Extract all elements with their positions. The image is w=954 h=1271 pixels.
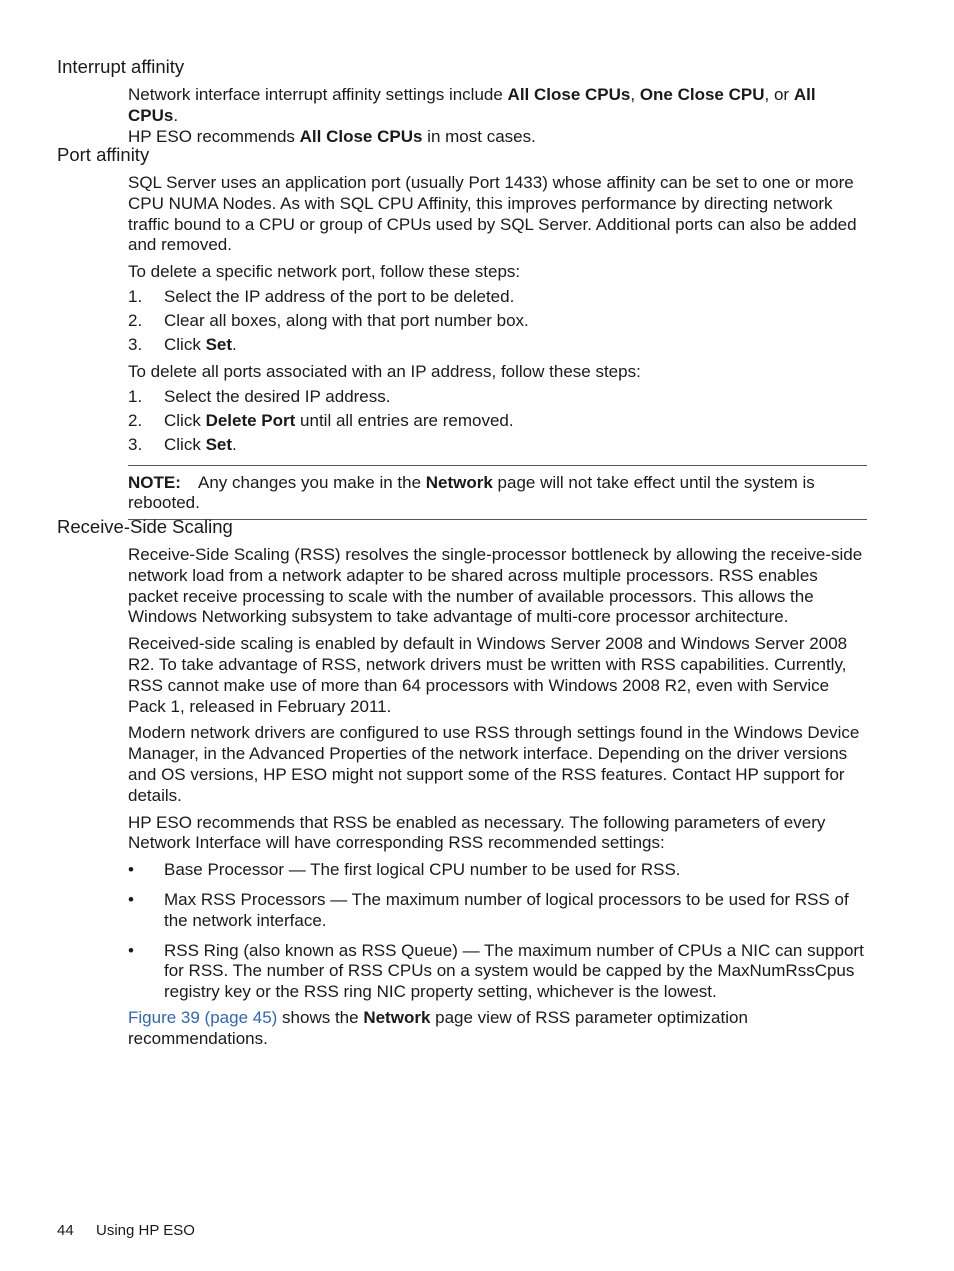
note-box bbox=[128, 465, 867, 520]
step-number: 3. bbox=[128, 334, 143, 354]
list-item bbox=[128, 287, 870, 308]
bullet-text: RSS Ring (also known as RSS Queue) — The maximum number of CPUs a NIC can support for RSS. The number of RSS CPUs on a system would be capped by the MaxNumRssCpus registry key or the RSS ring NIC property setting, whichever is the lowest. bbox=[164, 940, 864, 1002]
text-run: shows the bbox=[277, 1007, 364, 1027]
steps-list-specific-port bbox=[128, 287, 870, 356]
bold-term: All Close CPUs bbox=[507, 85, 631, 104]
step-text: . bbox=[232, 434, 237, 454]
bold-term: Delete Port bbox=[205, 410, 296, 430]
steps-list-all-ports bbox=[128, 387, 870, 456]
list-item bbox=[128, 860, 870, 881]
rss-paragraph-1: Receive-Side Scaling (RSS) resolves the single-processor bottleneck by allowing the receive-side network load from a network adapter to be shared across multiple processors. RSS enables packet receive processing to scale with the number of available processors. This allows the Windows Networking subsystem to take advantage of multi-core processor architecture. bbox=[128, 545, 863, 627]
bullet-icon: • bbox=[128, 940, 134, 960]
bold-term: All CPUs bbox=[128, 85, 816, 125]
page-number: 44 bbox=[57, 1222, 74, 1239]
rss-paragraph-4: HP ESO recommends that RSS be enabled as necessary. The following parameters of every Network Interface will have corresponding RSS recommended settings: bbox=[128, 812, 826, 853]
steps-intro-all-ports: To delete all ports associated with an IP address, follow these steps: bbox=[128, 361, 641, 381]
step-text: Click bbox=[164, 334, 206, 354]
text-run: . bbox=[173, 105, 179, 125]
bold-term: Set bbox=[205, 334, 233, 354]
list-item bbox=[128, 411, 870, 432]
bullet-icon: • bbox=[128, 889, 134, 909]
note-text: Any changes you make in the bbox=[198, 473, 426, 492]
figure-39-link[interactable]: Figure 39 (page 45) bbox=[128, 1007, 278, 1027]
port-affinity-body bbox=[128, 173, 870, 459]
text-run: page view of RSS parameter optimization recommendations. bbox=[128, 1007, 748, 1048]
rss-parameter-list bbox=[128, 860, 870, 1003]
bold-term: Network bbox=[425, 473, 493, 492]
step-number: 2. bbox=[128, 410, 143, 430]
bold-term: Set bbox=[205, 434, 233, 454]
step-text: Click bbox=[164, 434, 206, 454]
list-item bbox=[128, 435, 870, 456]
step-number: 2. bbox=[128, 310, 143, 330]
heading-receive-side-scaling: Receive-Side Scaling bbox=[57, 516, 233, 537]
interrupt-affinity-body bbox=[128, 85, 870, 147]
heading-interrupt-affinity: Interrupt affinity bbox=[57, 56, 185, 77]
rss-paragraph-3: Modern network drivers are configured to use RSS through settings found in the Windows Device Manager, in the Advanced Properties of the network interface. Depending on the driver versions and OS versions, HP ESO might not support some of the RSS features. Contact HP support for details. bbox=[128, 723, 860, 805]
bullet-text: Max RSS Processors — The maximum number of logical processors to be used for RSS of the network interface. bbox=[164, 889, 849, 930]
step-number: 1. bbox=[128, 286, 143, 306]
heading-port-affinity: Port affinity bbox=[57, 144, 150, 165]
interrupt-affinity-paragraph bbox=[128, 85, 870, 147]
footer-section-title: Using HP ESO bbox=[96, 1222, 195, 1239]
figure-reference-paragraph bbox=[128, 1008, 870, 1050]
port-affinity-intro: SQL Server uses an application port (usually Port 1433) whose affinity can be set to one or more CPU NUMA Nodes. As with SQL CPU Affinity, this improves performance by directing network traffic bound to a CPU or group of CPUs used by SQL Server. Additional ports can also be added and removed. bbox=[128, 173, 857, 255]
step-text: until all entries are removed. bbox=[295, 410, 514, 430]
text-run: in most cases. bbox=[422, 126, 536, 146]
list-item bbox=[128, 941, 870, 1003]
note-text: page will not take effect until the system is rebooted. bbox=[128, 473, 815, 512]
step-number: 3. bbox=[128, 434, 143, 454]
rss-body bbox=[128, 545, 870, 1050]
bullet-text: Base Processor — The first logical CPU number to be used for RSS. bbox=[164, 860, 681, 880]
list-item bbox=[128, 311, 870, 332]
bold-term: Network bbox=[363, 1007, 431, 1027]
step-number: 1. bbox=[128, 386, 143, 406]
step-text: Select the desired IP address. bbox=[164, 386, 391, 406]
list-item bbox=[128, 335, 870, 356]
bold-term: All Close CPUs bbox=[299, 126, 423, 146]
note-label: NOTE: bbox=[128, 473, 181, 492]
page-footer bbox=[57, 1222, 195, 1240]
step-text: Select the IP address of the port to be deleted. bbox=[164, 286, 515, 306]
bullet-icon: • bbox=[128, 860, 134, 880]
step-text: Clear all boxes, along with that port number box. bbox=[164, 310, 529, 330]
step-text: Click bbox=[164, 410, 206, 430]
text-run: , bbox=[630, 85, 640, 104]
text-run: HP ESO recommends bbox=[128, 126, 300, 146]
step-text: . bbox=[232, 334, 237, 354]
rss-paragraph-2: Received-side scaling is enabled by default in Windows Server 2008 and Windows Server 2008 R2. To take advantage of RSS, network drivers must be written with RSS capabilities. Currently, RSS cannot make use of more than 64 processors with Windows 2008 R2, even with Service Pack 1, released in February 2011. bbox=[128, 634, 848, 716]
steps-intro-specific-port: To delete a specific network port, follow these steps: bbox=[128, 262, 521, 282]
bold-term: One Close CPU bbox=[639, 85, 765, 104]
list-item bbox=[128, 387, 870, 408]
text-run: , or bbox=[764, 85, 794, 104]
text-run: Network interface interrupt affinity settings include bbox=[128, 85, 508, 104]
list-item bbox=[128, 890, 870, 932]
